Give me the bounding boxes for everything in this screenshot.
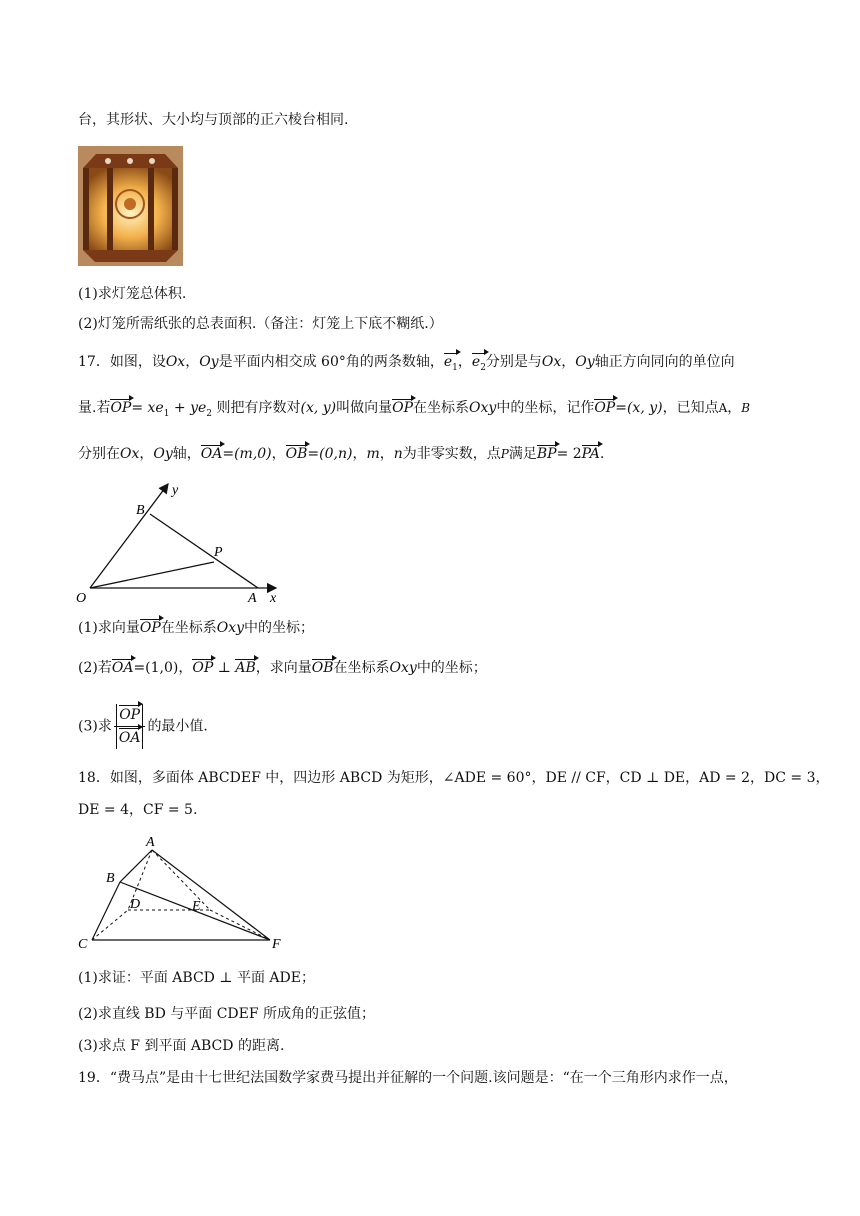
math: m bbox=[366, 446, 380, 462]
edge-af bbox=[152, 850, 270, 940]
text: 是平面内相交成 60°角的两条数轴， bbox=[218, 354, 444, 370]
segment-ba bbox=[150, 514, 258, 588]
axis-oy: Oy bbox=[153, 446, 173, 462]
q17-line1 bbox=[78, 352, 735, 378]
q16-part1: (1)求灯笼总体积. bbox=[78, 286, 187, 302]
text: . bbox=[599, 446, 605, 462]
q18-part2: (2)求直线 BD 与平面 CDEF 所成角的正弦值； bbox=[78, 1006, 376, 1022]
math: =(0,n) bbox=[307, 446, 353, 462]
vector-oa: OA bbox=[119, 727, 141, 749]
text: ， bbox=[457, 354, 472, 370]
text: ， bbox=[379, 446, 394, 462]
intro-line: 台，其形状、大小均与顶部的正六棱台相同. bbox=[78, 112, 349, 128]
math: A bbox=[718, 401, 728, 415]
text: 轴正方向同向的单位向 bbox=[594, 354, 735, 370]
vector-op: OP bbox=[139, 620, 161, 636]
q17-line3 bbox=[78, 444, 604, 464]
math: 2 bbox=[206, 408, 213, 419]
vector-pa: PA bbox=[581, 446, 600, 462]
math: ⊥ bbox=[213, 660, 236, 676]
label-p: P bbox=[214, 545, 223, 560]
edge-cd bbox=[92, 910, 128, 940]
math: P bbox=[500, 447, 509, 461]
math: = 2 bbox=[556, 446, 582, 462]
label-b: B bbox=[106, 871, 115, 886]
vector-e1: $e_1$ bbox=[444, 352, 458, 378]
math: + ye bbox=[169, 400, 207, 416]
text: 中的坐标，记作 bbox=[496, 400, 595, 416]
q18-part1: (1)求证：平面 ABCD ⊥ 平面 ADE； bbox=[78, 970, 315, 986]
q17-line2 bbox=[78, 398, 750, 424]
q18-number: 18． bbox=[78, 770, 110, 786]
segment-op bbox=[90, 562, 214, 588]
text: 则把有序数对 bbox=[212, 400, 301, 416]
math: (x, y) bbox=[300, 400, 337, 416]
vector-e2: $e_2$ bbox=[472, 352, 486, 378]
edge-ef bbox=[210, 910, 270, 940]
text: ， bbox=[185, 354, 200, 370]
text: 中的坐标； bbox=[244, 620, 315, 636]
vector-oa: OA bbox=[200, 446, 223, 462]
math: Oxy bbox=[469, 400, 497, 416]
vector-op: OP bbox=[110, 400, 132, 416]
q18-figure bbox=[74, 830, 294, 954]
edge-ca bbox=[92, 882, 120, 940]
label-d: D bbox=[130, 897, 141, 912]
text: ， bbox=[352, 446, 367, 462]
edge-ae bbox=[152, 850, 210, 910]
text: (3)求 bbox=[78, 718, 112, 735]
label-e: E bbox=[192, 899, 201, 914]
q18-part3: (3)求点 F 到平面 ABCD 的距离. bbox=[78, 1038, 285, 1054]
q17-part1 bbox=[78, 618, 314, 638]
vector-op: OP bbox=[119, 704, 140, 726]
text: 如图，多面体 ABCDEF 中，四边形 ABCD 为矩形，∠ADE = 60°，DE // CF，CD ⊥ DE，AD = 2，DC = 3， bbox=[109, 770, 830, 786]
text: 叫做向量 bbox=[336, 400, 393, 416]
axis-ox: Ox bbox=[541, 354, 562, 370]
label-a: A bbox=[146, 835, 155, 850]
math: Oxy bbox=[216, 620, 245, 636]
vector-ab: AB bbox=[235, 660, 256, 676]
text: 在坐标系 bbox=[160, 620, 217, 636]
text: ，已知点 bbox=[662, 400, 719, 416]
text: ， bbox=[271, 446, 286, 462]
edge-ba bbox=[120, 850, 152, 882]
text: (1)求向量 bbox=[78, 620, 140, 636]
q17-number: 17． bbox=[78, 354, 110, 370]
math: =(m,0) bbox=[222, 446, 272, 462]
axis-oy: Oy bbox=[575, 354, 595, 370]
text: 分别在 bbox=[78, 446, 120, 462]
math: 1 bbox=[163, 408, 170, 419]
vector-op: OP bbox=[392, 400, 414, 416]
label-o: O bbox=[76, 591, 87, 606]
math: Oxy bbox=[389, 660, 417, 676]
text: 量.若 bbox=[78, 400, 111, 416]
lantern-photo bbox=[78, 146, 183, 266]
label-c: C bbox=[78, 937, 88, 952]
math: B bbox=[741, 401, 751, 415]
q19-line1: 19．“费马点”是由十七世纪法国数学家费马提出并征解的一个问题.该问题是：“在一个三角形内求作一点， bbox=[78, 1070, 738, 1086]
text: 在坐标系 bbox=[333, 660, 390, 676]
label-f: F bbox=[272, 937, 281, 952]
math: n bbox=[393, 446, 403, 462]
q16-part2: (2)灯笼所需纸张的总表面积.（备注：灯笼上下底不糊纸.） bbox=[78, 316, 443, 332]
vector-op: OP bbox=[192, 660, 214, 676]
text: 如图，设 bbox=[109, 354, 166, 370]
axis-oy: Oy bbox=[199, 354, 219, 370]
label-a: A bbox=[248, 591, 257, 606]
vector-ob: OB bbox=[311, 660, 334, 676]
math: = bbox=[615, 400, 627, 416]
text: 中的坐标； bbox=[416, 660, 487, 676]
text: ，求向量 bbox=[255, 660, 312, 676]
text: 分别是与 bbox=[485, 354, 542, 370]
text: ， bbox=[561, 354, 576, 370]
vector-bp: BP bbox=[536, 446, 557, 462]
label-x: x bbox=[270, 591, 277, 606]
label-b: B bbox=[136, 503, 145, 518]
label-y: y bbox=[172, 483, 179, 498]
text: 的最小值. bbox=[147, 718, 208, 735]
math: = xe bbox=[131, 400, 164, 416]
axis-ox: Ox bbox=[120, 446, 140, 462]
axis-ox: Ox bbox=[165, 354, 186, 370]
text: 轴， bbox=[172, 446, 201, 462]
fraction bbox=[114, 704, 146, 749]
q17-part2 bbox=[78, 658, 487, 678]
q18-line1 bbox=[78, 768, 829, 788]
vector-op: OP bbox=[594, 400, 616, 416]
text: (2)若 bbox=[78, 660, 112, 676]
y-axis bbox=[90, 484, 168, 588]
vector-oa: OA bbox=[111, 660, 134, 676]
text: 为非零实数，点 bbox=[402, 446, 501, 462]
q18-line2: DE = 4，CF = 5. bbox=[78, 802, 198, 818]
text: ， bbox=[139, 446, 154, 462]
vector-ob: OB bbox=[285, 446, 308, 462]
q17-figure bbox=[74, 478, 294, 608]
text: ， bbox=[727, 400, 742, 416]
q17-part3 bbox=[78, 704, 208, 749]
text: 在坐标系 bbox=[413, 400, 470, 416]
math: (x, y) bbox=[626, 400, 663, 416]
text: 满足 bbox=[508, 446, 537, 462]
math: =(1,0)， bbox=[133, 660, 193, 676]
